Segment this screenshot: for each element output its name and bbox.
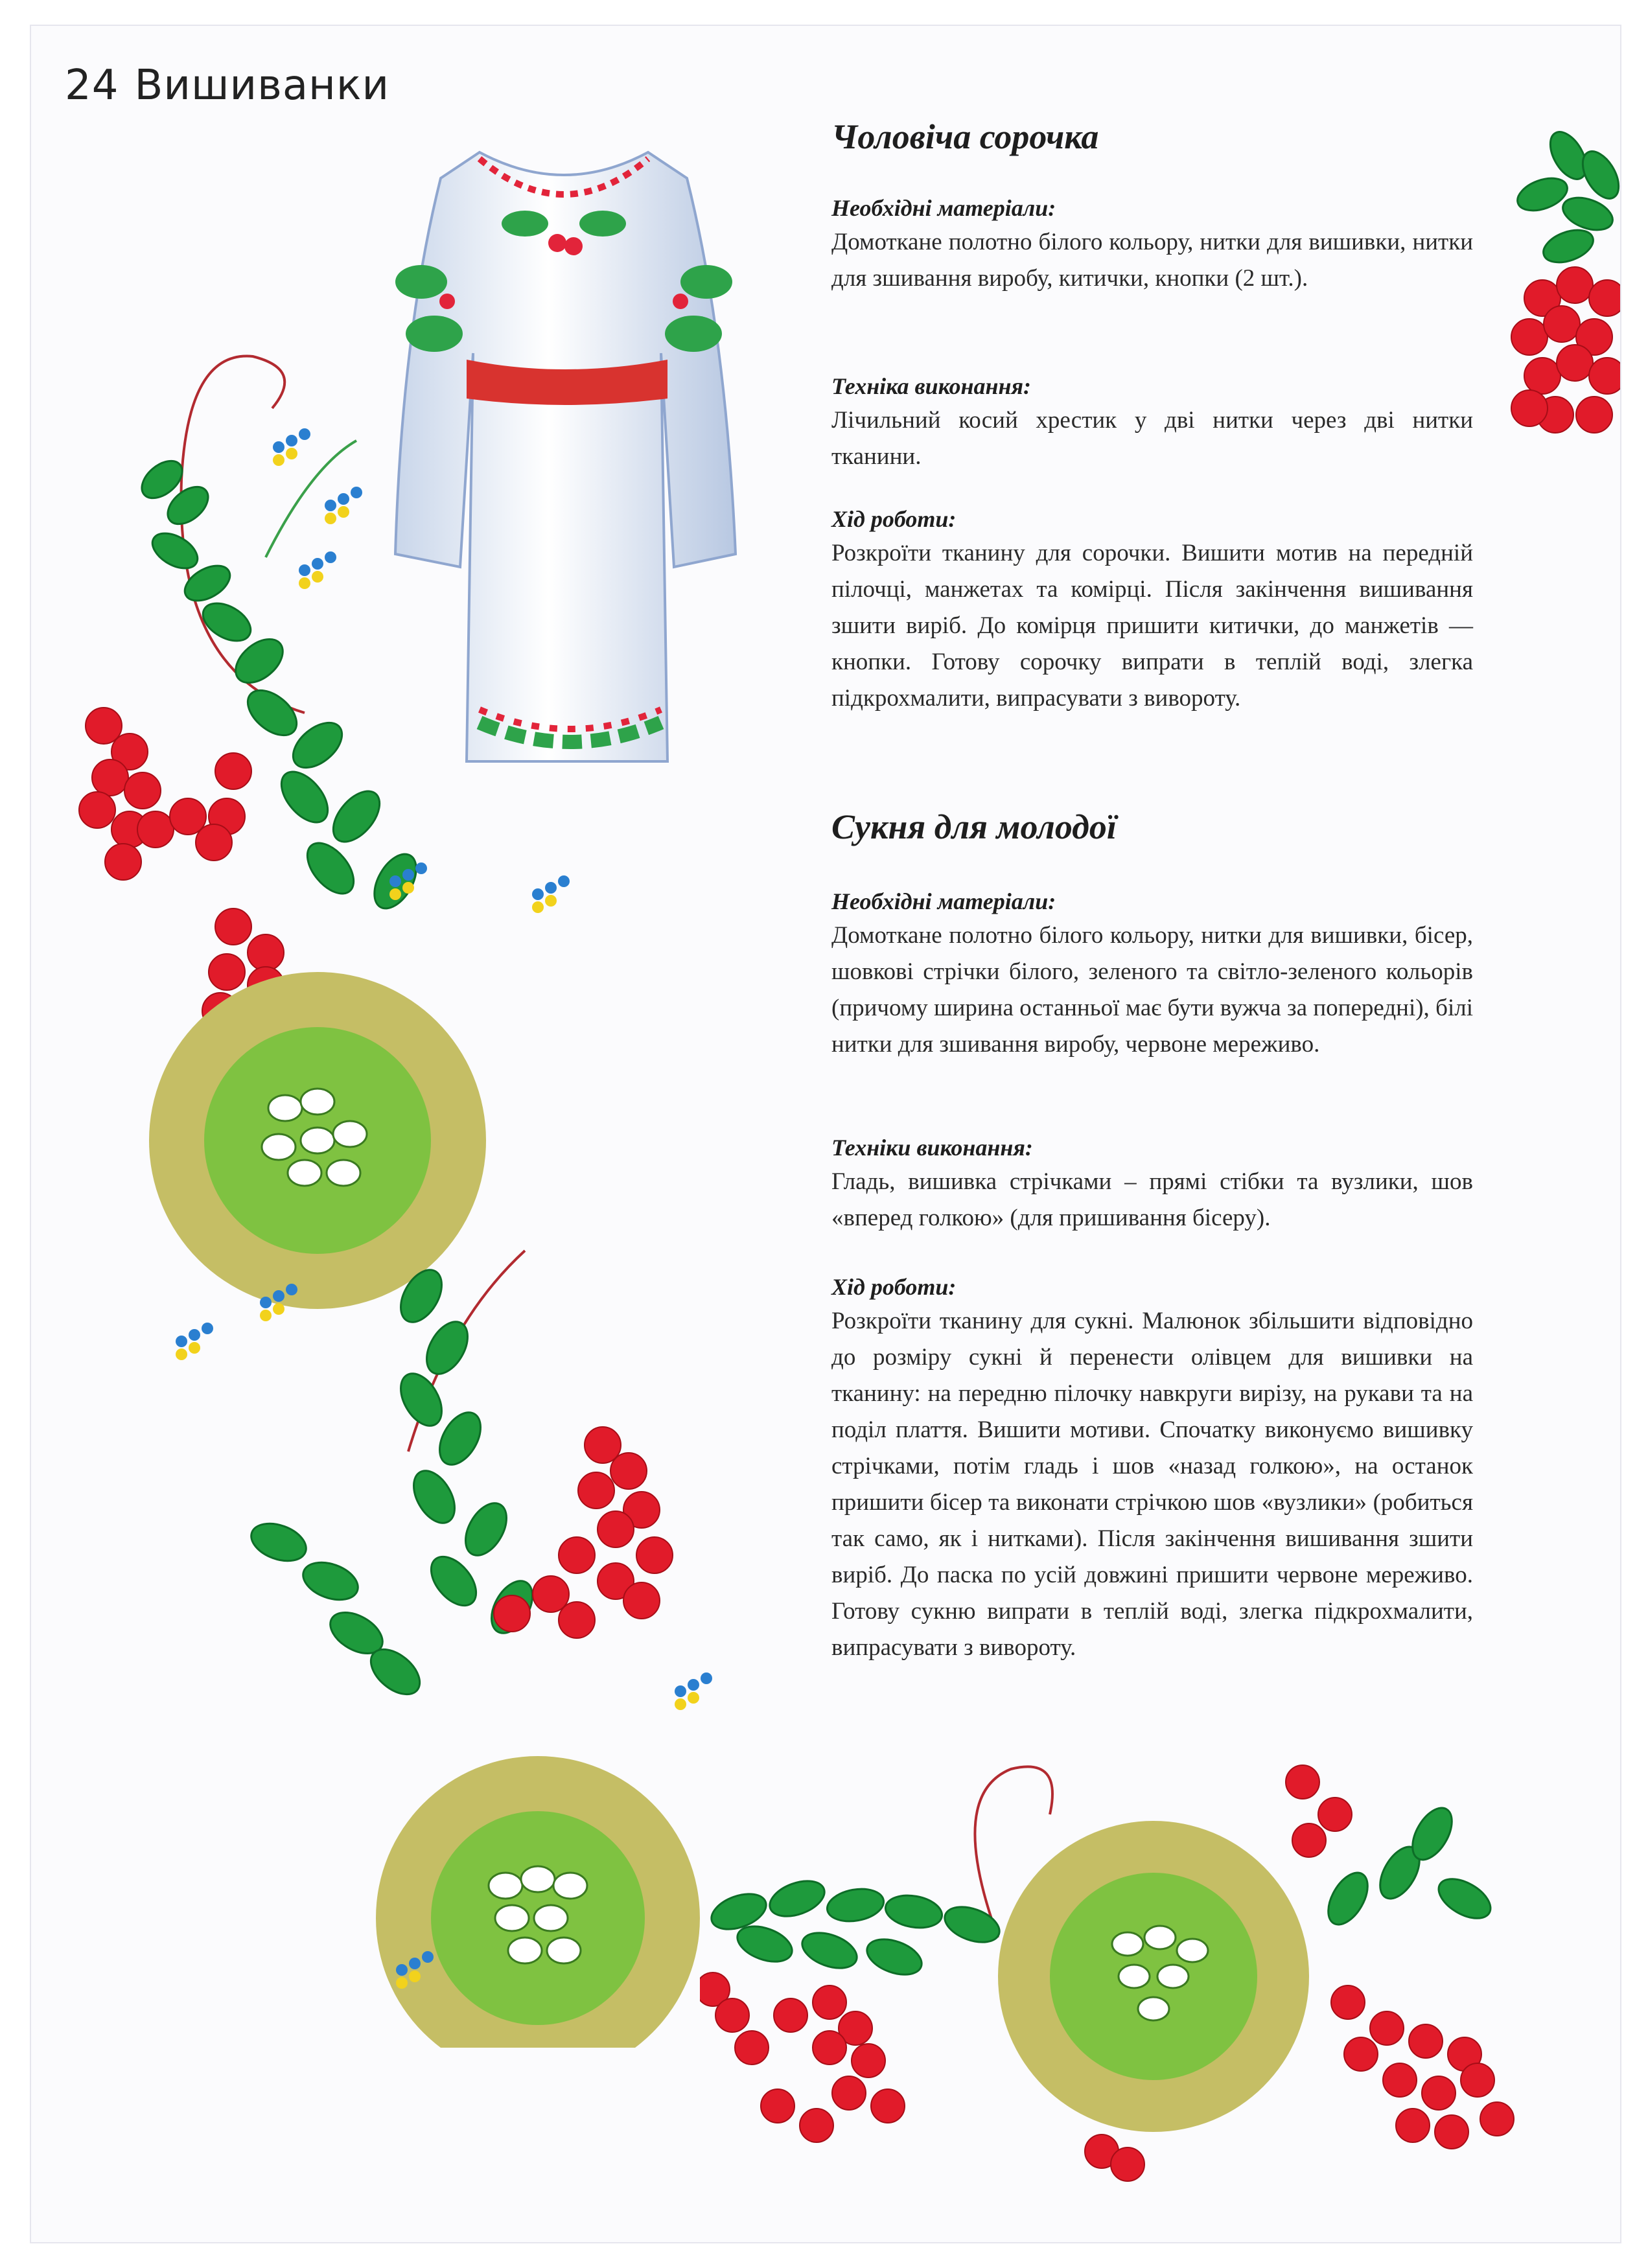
- section-title: Вишиванки: [134, 62, 390, 110]
- article-title: Сукня для молодої: [831, 807, 1117, 846]
- process-section: [831, 1273, 1473, 1666]
- berry-ornament-top-right: [1491, 130, 1620, 467]
- page-number: 24: [65, 62, 119, 110]
- materials-text: Домоткане полотно білого кольору, нитки для вишивки, бісер, шовкові стрічки білого, зеленого та світло-зеленого кольорів (причому ширина останньої має бути вужча за попередні), білі нитки для зшивання виробу, червоне мереживо.: [831, 922, 1473, 1058]
- process-section: [831, 505, 1473, 717]
- technique-text: Гладь, вишивка стрічками – прямі стібки та вузлики, шов «вперед голкою» (для пришивання бісеру).: [831, 1168, 1473, 1231]
- process-text: Розкроїти тканину для сорочки. Вишити мотив на передній пілочці, манжетах та комірці. Після закінчення вишивання зшити виріб. До комірця пришити китички, до манжетів — кнопки. Готову сорочку випрати в теплій воді, злегка підкрохмалити, випрасувати з вивороту.: [831, 540, 1473, 712]
- process-text: Розкроїти тканину для сукні. Малюнок збільшити відповідно до розміру сукні й перенести олівцем для вишивки на тканину: на передню пілочку навкруги вирізу, на рукави та на поділ плаття. Вишити мотиви. Спочатку виконуємо вишивку стрічками, потім гладь і шов «назад голкою», на останок пришити бісер та виконати стрічкою шов «вузлики» (робиться так само, як і нитками). Після закінчення вишивання зшити виріб. До паска по усій довжині пришити червоне мереживо. Готову сукню випрати в теплій воді, злегка підкрохмалити, випрасувати з вивороту.: [831, 1308, 1473, 1661]
- materials-section: [831, 888, 1473, 1063]
- floral-ornament-left: [58, 311, 739, 2048]
- technique-section: [831, 373, 1473, 475]
- process-heading: Хід роботи:: [831, 506, 957, 532]
- process-heading: Хід роботи:: [831, 1274, 957, 1300]
- materials-heading: Необхідні матеріали:: [831, 888, 1056, 914]
- materials-heading: Необхідні матеріали:: [831, 195, 1056, 221]
- technique-heading: Техніки виконання:: [831, 1135, 1033, 1161]
- technique-section: [831, 1134, 1473, 1236]
- technique-heading: Техніка виконання:: [831, 373, 1032, 399]
- article-mens-shirt: [831, 117, 1473, 712]
- technique-text: Лічильний косий хрестик у дві нитки через дві нитки тканини.: [831, 407, 1473, 470]
- page-header: [65, 62, 389, 110]
- article-bride-dress: [831, 807, 1473, 1661]
- materials-section: [831, 194, 1473, 297]
- floral-ornament-bottom: [700, 1743, 1529, 2190]
- article-title: Чоловіча сорочка: [831, 117, 1099, 156]
- materials-text: Домоткане полотно білого кольору, нитки для вишивки, нитки для зшивання виробу, китички, кнопки (2 шт.).: [831, 229, 1473, 292]
